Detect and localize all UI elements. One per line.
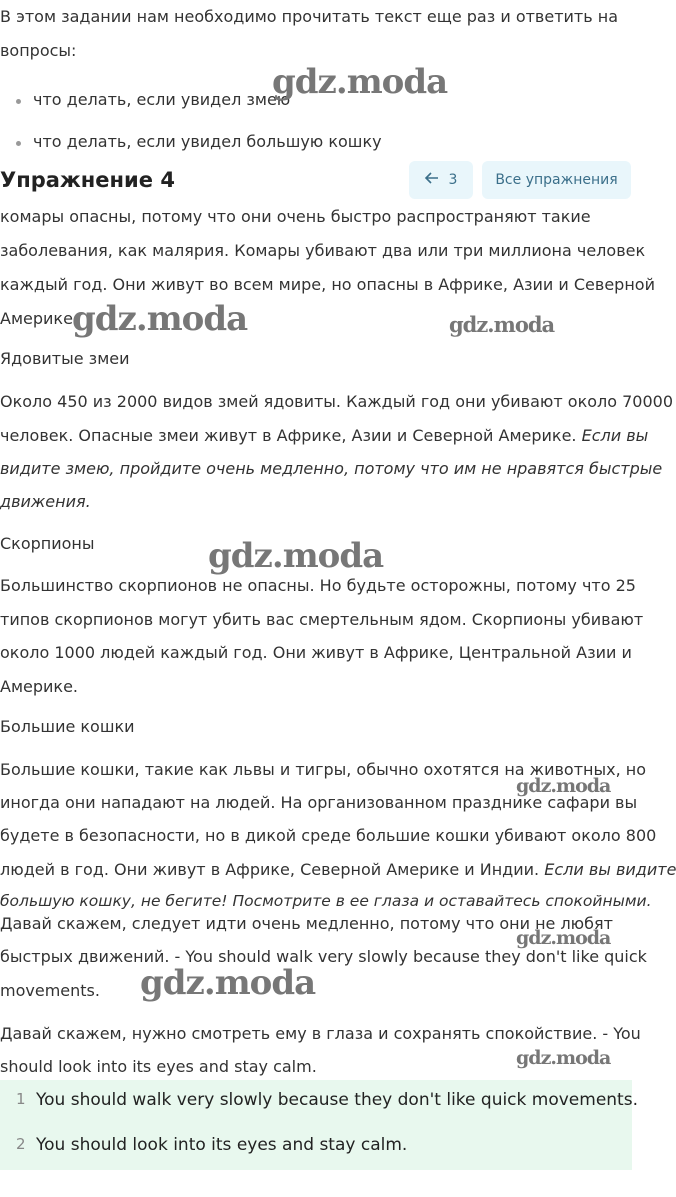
italic-line: большую кошку, не бегите! Посмотрите в ее глаза и оставайтесь спокойными.	[0, 892, 652, 910]
section-heading: Скорпионы	[0, 534, 95, 553]
text-line: Около 450 из 2000 видов змей ядовиты. Каждый год они убивают около 70000	[0, 392, 674, 411]
italic-line: видите змею, пройдите очень медленно, потому что им не нравятся быстрые	[0, 459, 663, 478]
watermark: gdz.moda	[449, 312, 555, 337]
arrow-left-icon	[425, 172, 439, 188]
section-heading: Ядовитые змеи	[0, 349, 130, 368]
watermark: gdz.moda	[72, 299, 248, 339]
answer-number: 2	[16, 1135, 26, 1153]
all-exercises-button[interactable]: Все упражнения	[482, 161, 631, 199]
watermark: gdz.moda	[272, 62, 448, 102]
text-line: movements.	[0, 981, 100, 1000]
text-line: иногда они нападают на людей. На организованном празднике сафари вы	[0, 793, 638, 812]
intro-line: вопросы:	[0, 41, 77, 60]
text-line: Большинство скорпионов не опасны. Но будьте осторожны, потому что 25	[0, 576, 636, 595]
text-line: Давай скажем, следует идти очень медленно, потому что они не любят	[0, 914, 613, 933]
bullet-dot	[16, 141, 21, 146]
text-line	[0, 860, 676, 879]
section-heading: Большие кошки	[0, 717, 135, 736]
text-line: Америке.	[0, 309, 79, 328]
prev-exercise-button[interactable]	[409, 161, 473, 199]
watermark: gdz.moda	[516, 775, 611, 797]
exercise-title: Упражнение 4	[0, 168, 175, 192]
text-line: Америке.	[0, 677, 79, 696]
text-line: быстрых движений. - You should walk very slowly because they don't like quick	[0, 947, 647, 966]
text-line	[0, 426, 648, 445]
text-line: Большие кошки, такие как львы и тигры, обычно охотятся на животных, но	[0, 760, 647, 779]
italic-line: движения.	[0, 492, 91, 511]
answer-number: 1	[16, 1090, 26, 1108]
watermark: gdz.moda	[140, 963, 316, 1003]
text-span: человек. Опасные змеи живут в Африке, Азии и Северной Америке.	[0, 426, 577, 445]
bullet-dot	[16, 99, 21, 104]
bullet-item: что делать, если увидел змею	[33, 90, 291, 109]
answer-text: You should walk very slowly because they don't like quick movements.	[36, 1090, 638, 1110]
text-line: каждый год. Они живут во всем мире, но опасны в Африке, Азии и Северной	[0, 275, 655, 294]
text-line: около 1000 людей каждый год. Они живут в Африке, Центральной Азии и	[0, 643, 632, 662]
watermark: gdz.moda	[516, 927, 611, 949]
bullet-item: что делать, если увидел большую кошку	[33, 132, 382, 151]
italic-span: Если вы видите	[544, 860, 676, 879]
watermark: gdz.moda	[516, 1047, 611, 1069]
text-line: Давай скажем, нужно смотреть ему в глаза и сохранять спокойствие. - You	[0, 1024, 641, 1043]
text-span: людей в год. Они живут в Африке, Северной Америке и Индии.	[0, 860, 540, 879]
watermark: gdz.moda	[208, 536, 384, 576]
text-line: типов скорпионов могут убить вас смертельным ядом. Скорпионы убивают	[0, 610, 644, 629]
prev-exercise-label: 3	[448, 172, 458, 188]
text-line: комары опасны, потому что они очень быстро распространяют такие	[0, 207, 591, 226]
italic-span: Если вы	[581, 426, 649, 445]
answer-text: You should look into its eyes and stay calm.	[36, 1135, 408, 1155]
text-line: будете в безопасности, но в дикой среде большие кошки убивают около 800	[0, 826, 657, 845]
text-line: should look into its eyes and stay calm.	[0, 1057, 317, 1076]
intro-line: В этом задании нам необходимо прочитать текст еще раз и ответить на	[0, 7, 619, 26]
text-line: заболевания, как малярия. Комары убивают два или три миллиона человек	[0, 241, 646, 260]
